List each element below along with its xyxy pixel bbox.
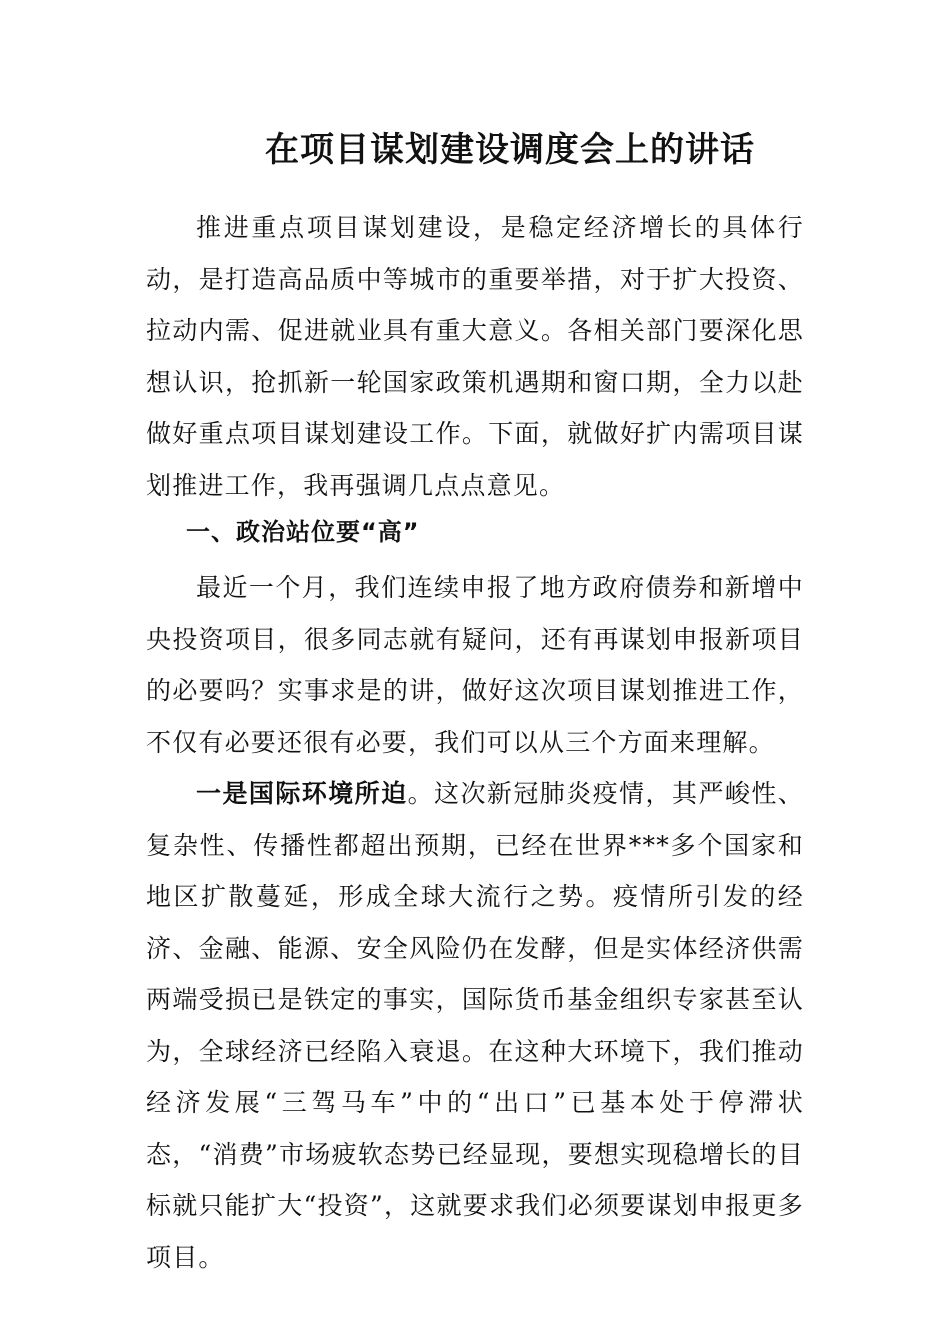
intro-paragraph: 推进重点项目谋划建设，是稳定经济增长的具体行动，是打造高品质中等城市的重要举措，对于扩大投资、拉动内需、促进就业具有重大意义。各相关部门要深化思想认识，抢抓新一轮国家政策机遇期和窗口期，全力以赴做好重点项目谋划建设工作。下面，就做好扩内需项目谋划推进工作，我再强调几点点意见。 — [146, 213, 804, 500]
section-1-paragraph: 最近一个月，我们连续申报了地方政府债券和新增中央投资项目，很多同志就有疑问，还有再谋划申报新项目的必要吗？实事求是的讲，做好这次项目谋划推进工作，不仅有必要还很有必要，我们可以从三个方面来理解。 — [146, 573, 804, 757]
point-1-body: 。这次新冠肺炎疫情，其严峻性、复杂性、传播性都超出预期，已经在世界***多个国家和地区扩散蔓延，形成全球大流行之势。疫情所引发的经济、金融、能源、安全风险仍在发酵，但是实体经济供需两端受损已是铁定的事实，国际货币基金组织专家甚至认为，全球经济已经陷入衰退。在这种大环境下，我们推动经济发展“三驾马车”中的“出口”已基本处于停滞状态，“消费”市场疲软态势已经显现，要想实现稳增长的目标就只能扩大“投资”，这就要求我们必须要谋划申报更多项目。 — [146, 779, 804, 1272]
point-1-paragraph — [146, 768, 804, 1283]
point-1-lead: 一是国际环境所迫 — [196, 779, 408, 808]
document-title: 在项目谋划建设调度会上的讲话 — [265, 130, 755, 170]
section-heading-1: 一、政治站位要“高” — [186, 518, 420, 546]
